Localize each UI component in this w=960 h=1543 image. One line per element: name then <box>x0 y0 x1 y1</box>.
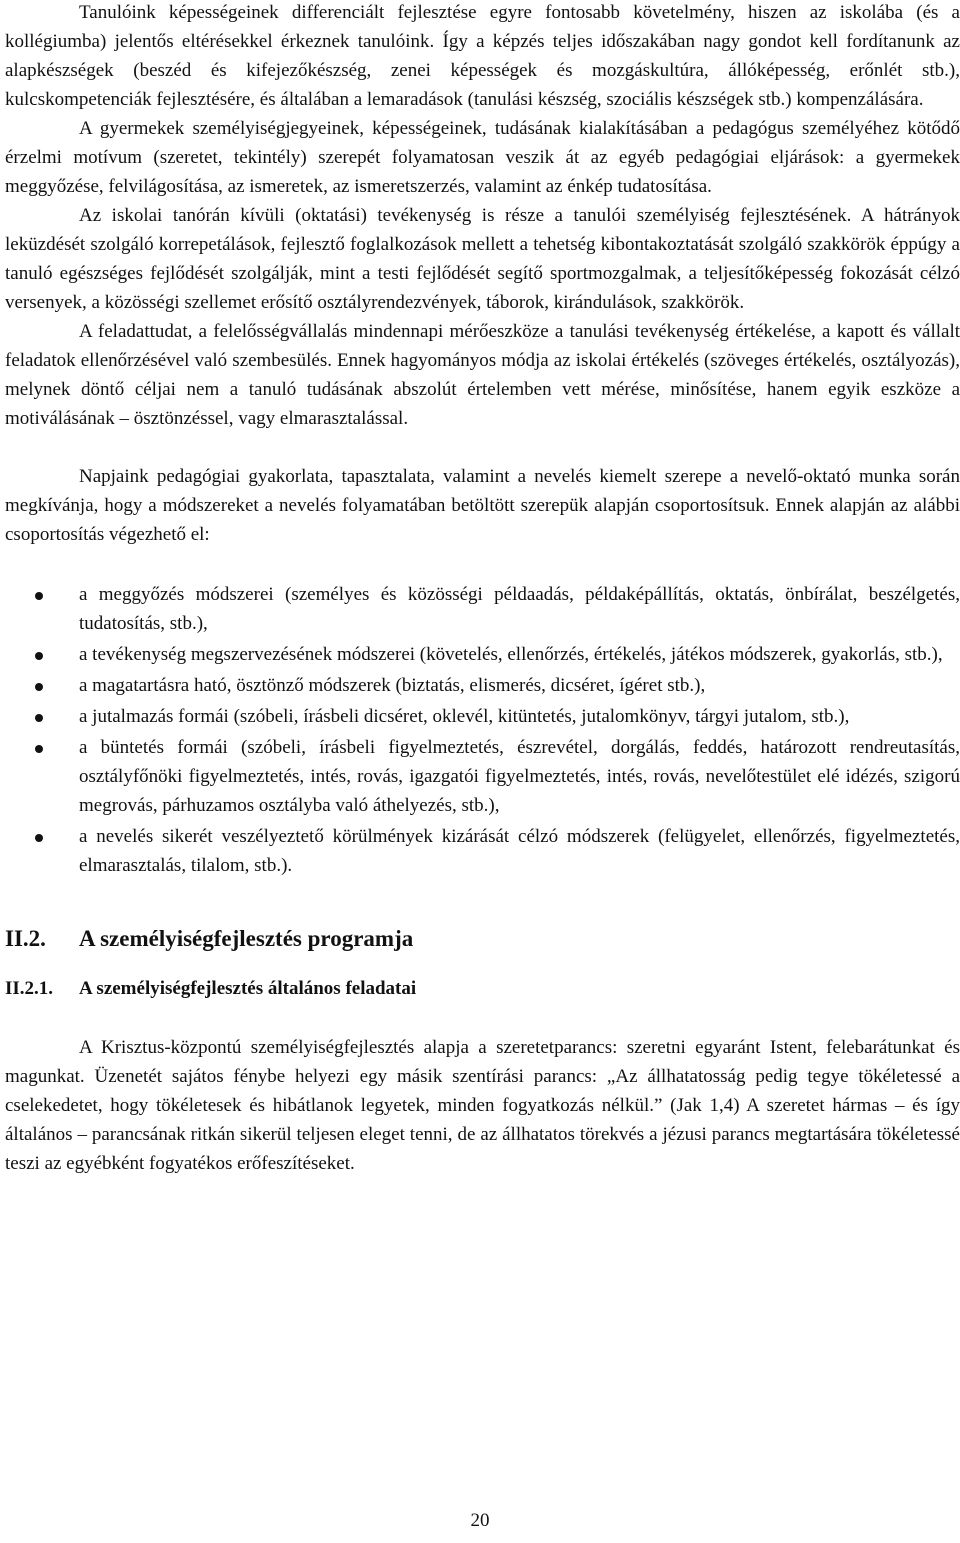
section-heading <box>5 924 960 954</box>
bullet-icon <box>35 592 43 600</box>
bullet-icon <box>35 834 43 842</box>
methods-list <box>5 580 960 880</box>
subsection-title: A személyiségfejlesztés általános feladatai <box>79 978 417 999</box>
bullet-icon <box>35 683 43 691</box>
subsection-number: II.2.1. <box>5 978 54 999</box>
document-page <box>5 0 960 1178</box>
paragraph-methods: Napjaink pedagógiai gyakorlata, tapasztalata, valamint a nevelés kiemelt szerepe a nevelő-oktató munka során megkívánja, hogy a módszereket a nevelés folyamatában betöltött szerepük alapján csoportosítsuk. Ennek alapján az alábbi csoportosítás végezhető el: <box>5 466 960 545</box>
spacer <box>5 954 960 974</box>
paragraph-skills: Tanulóink képességeinek differenciált fejlesztése egyre fontosabb követelmény, hiszen az iskolába (és a kollégiumba) jelentős eltérésekkel érkeznek tanulóink. Így a képzés teljes időszakában nagy gondot kell fordítanunk az alapkészségek (beszéd és kifejezőkészség, zenei képességek és mozgáskultúra, állóképesség, erőnlét stb.), kulcskompetenciák fejlesztésére, és általában a lemaradások (tanulási készség, szociális készségek stb.) kompenzálására. <box>5 2 960 110</box>
section-title: A személyiségfejlesztés programja <box>79 926 414 951</box>
list-item: a jutalmazás formái (szóbeli, írásbeli dicséret, oklevél, kitüntetés, jutalomkönyv, tárgyi jutalom, stb.), <box>5 702 960 731</box>
paragraph-general-tasks: A Krisztus-központú személyiségfejlesztés alapja a szeretetparancs: szeretni egyaránt Istent, felebarátunkat és magunkat. Üzenetét sajátos fénybe helyezi egy másik szentírási parancs: „Az állhatatosság pedig tegye tökéletessé a cselekedetet, hogy tökéletesek és hibátlanok legyetek, minden fogyatkozás nélkül.” (Jak 1,4) A szeretet hármas – és így általános – parancsának ritkán sikerül teljesen eleget tenni, de az állhatatos törekvés a jézusi parancs megtartására tökéletessé teszi az egyébként fogyatékos erőfeszítéseket. <box>5 1037 960 1174</box>
list-item: a meggyőzés módszerei (személyes és közösségi példaadás, példaképállítás, oktatás, önbírálat, beszélgetés, tudatosítás, stb.), <box>5 580 960 638</box>
spacer <box>5 1003 960 1033</box>
list-item: a magatartásra ható, ösztönző módszerek (biztatás, elismerés, dicséret, ígéret stb.), <box>5 671 960 700</box>
list-item: a tevékenység megszervezésének módszerei (követelés, ellenőrzés, értékelés, játékos módszerek, gyakorlás, stb.), <box>5 640 960 669</box>
paragraph-extracurricular: Az iskolai tanórán kívüli (oktatási) tevékenység is része a tanulói személyiség fejlesztésének. A hátrányok leküzdését szolgáló korrepetálások, fejlesztő foglalkozások mellett a tehetség kibontakoztatását szolgáló szakkörök éppúgy a tanuló egészséges fejlődését szolgálják, mint a testi fejlődését segítő sportmozgalmak, a teljesítőképesség fokozását célzó versenyek, a közösségi szellemet erősítő osztályrendezvények, táborok, kirándulások, szakkörök. <box>5 205 960 313</box>
spacer <box>5 433 960 462</box>
section-number: II.2. <box>5 926 46 951</box>
spacer <box>5 880 960 924</box>
page-number: 20 <box>470 1510 490 1531</box>
list-item: a nevelés sikerét veszélyeztető körülmények kizárását célzó módszerek (felügyelet, ellenőrzés, figyelmeztetés, elmarasztalás, tilalom, stb.). <box>5 822 960 880</box>
list-item: a büntetés formái (szóbeli, írásbeli figyelmeztetés, észrevétel, dorgálás, feddés, határozott rendreutasítás, osztályfőnöki figyelmeztetés, intés, rovás, igazgatói figyelmeztetés, intés, rovás, nevelőtestület elé idézés, szigorú megrovás, párhuzamos osztályba való áthelyezés, stb.), <box>5 733 960 820</box>
subsection-heading <box>5 974 960 1003</box>
bullet-icon <box>35 652 43 660</box>
paragraph-assessment: A feladattudat, a felelősségvállalás mindennapi mérőeszköze a tanulási tevékenység értékelése, a kapott és vállalt feladatok ellenőrzésével való szembesülés. Ennek hagyományos módja az iskolai értékelés (szöveges értékelés, osztályozás), melynek döntő céljai nem a tanuló tudásának abszolút értelemben vett mérése, minősítése, hanem egyik eszköze a motiválásának – ösztönzéssel, vagy elmarasztalással. <box>5 321 960 429</box>
bullet-icon <box>35 714 43 722</box>
spacer <box>5 549 960 580</box>
bullet-icon <box>35 745 43 753</box>
paragraph-personality: A gyermekek személyiségjegyeinek, képességeinek, tudásának kialakításában a pedagógus személyéhez kötődő érzelmi motívum (szeretet, tekintély) szerepét folyamatosan veszik át az egyéb pedagógiai eljárások: a gyermekek meggyőzése, felvilágosítása, az ismeretek, az ismeretszerzés, valamint az énkép tudatosítása. <box>5 118 960 197</box>
